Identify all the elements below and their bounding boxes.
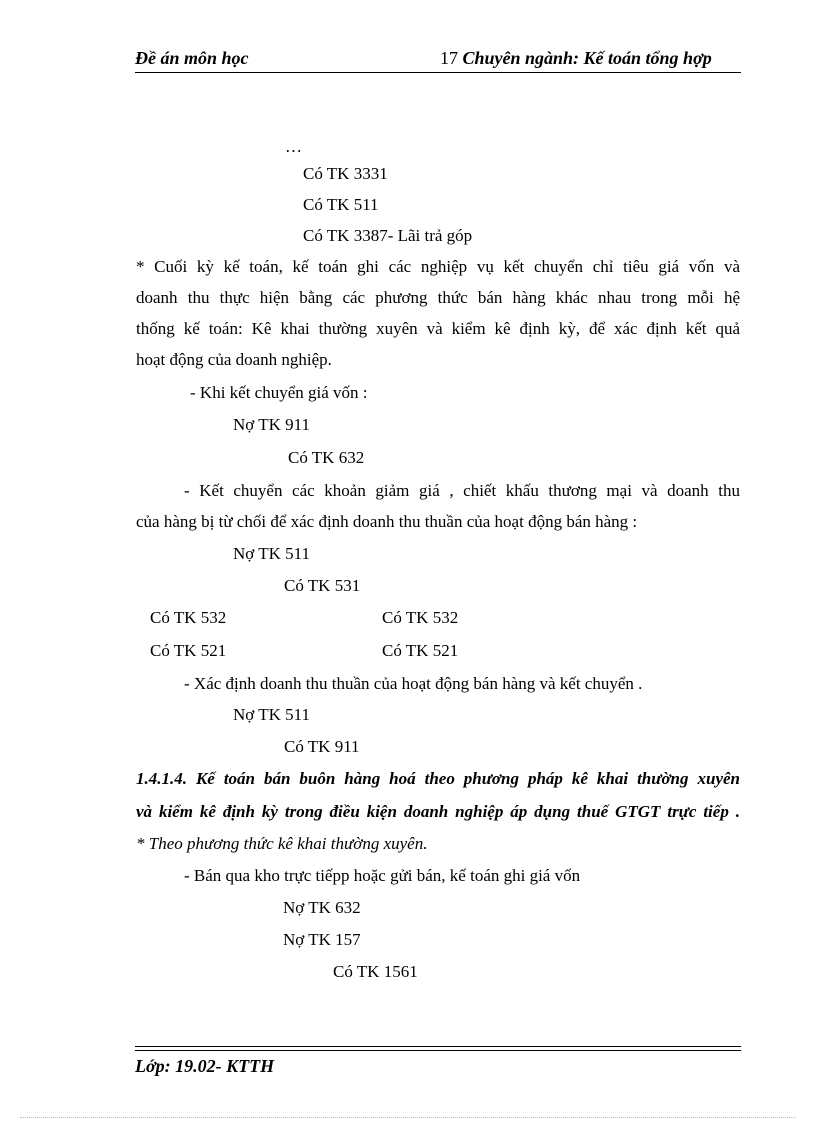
entry-line: Nợ TK 911 (233, 415, 310, 434)
header-course-title: Đề án môn học (135, 48, 249, 68)
entry-line: Có TK 3331 (303, 164, 388, 183)
paragraph-line: của hàng bị từ chối để xác định doanh thu thuần của hoạt động bán hàng : (136, 512, 638, 531)
page-edge-dotted-line (20, 1117, 796, 1118)
step-line: - Khi kết chuyển giá vốn : (190, 383, 368, 402)
page-number: 17 (440, 48, 458, 68)
ellipsis-line: … (285, 137, 302, 156)
section-heading: và kiểm kê định kỳ trong điều kiện doanh nghiệp áp dụng thuế GTGT trực tiếp . (136, 802, 740, 821)
entry-line: Có TK 632 (288, 448, 365, 467)
step-line: - Xác định doanh thu thuần của hoạt động bán hàng và kết chuyển . (184, 674, 643, 693)
subsection-line: * Theo phương thức kê khai thường xuyên. (136, 834, 428, 853)
entry-line: Có TK 531 (284, 576, 361, 595)
footer-class-label: Lớp: 19.02- KTTH (135, 1056, 275, 1076)
paragraph-line: hoạt động của doanh nghiệp. (136, 350, 332, 369)
header-right (440, 48, 712, 69)
entry-line: Nợ TK 157 (283, 930, 361, 949)
entry-line: Có TK 521 (382, 641, 459, 660)
paragraph-line: - Kết chuyển các khoản giảm giá , chiết khấu thương mại và doanh thu (184, 481, 740, 500)
entry-line: Nợ TK 511 (233, 544, 310, 563)
section-heading: 1.4.1.4. Kế toán bán buôn hàng hoá theo phương pháp kê khai thường xuyên (136, 769, 740, 788)
header-major: Chuyên ngành: Kế toán tổng hợp (462, 48, 712, 68)
footer-rule-top (135, 1046, 741, 1047)
entry-line: Có TK 511 (303, 195, 379, 214)
header-rule (135, 72, 741, 73)
paragraph-line: doanh thu thực hiện bằng các phương thức bán hàng khác nhau trong mỗi hệ (136, 288, 740, 307)
footer-rule-bottom (135, 1050, 741, 1051)
paragraph-line: * Cuối kỳ kế toán, kế toán ghi các nghiệp vụ kết chuyển chỉ tiêu giá vốn và (136, 257, 740, 276)
paragraph-line: thống kế toán: Kê khai thường xuyên và kiểm kê định kỳ, để xác định kết quả (136, 319, 740, 338)
entry-line: Có TK 521 (150, 641, 227, 660)
step-line: - Bán qua kho trực tiếpp hoặc gửi bán, kế toán ghi giá vốn (184, 866, 581, 885)
entry-line: Có TK 532 (150, 608, 227, 627)
entry-line: Nợ TK 511 (233, 705, 310, 724)
entry-line: Có TK 532 (382, 608, 459, 627)
entry-line: Có TK 1561 (333, 962, 418, 981)
entry-line: Có TK 911 (284, 737, 360, 756)
entry-line: Có TK 3387- Lãi trả góp (303, 226, 473, 245)
entry-line: Nợ TK 632 (283, 898, 361, 917)
